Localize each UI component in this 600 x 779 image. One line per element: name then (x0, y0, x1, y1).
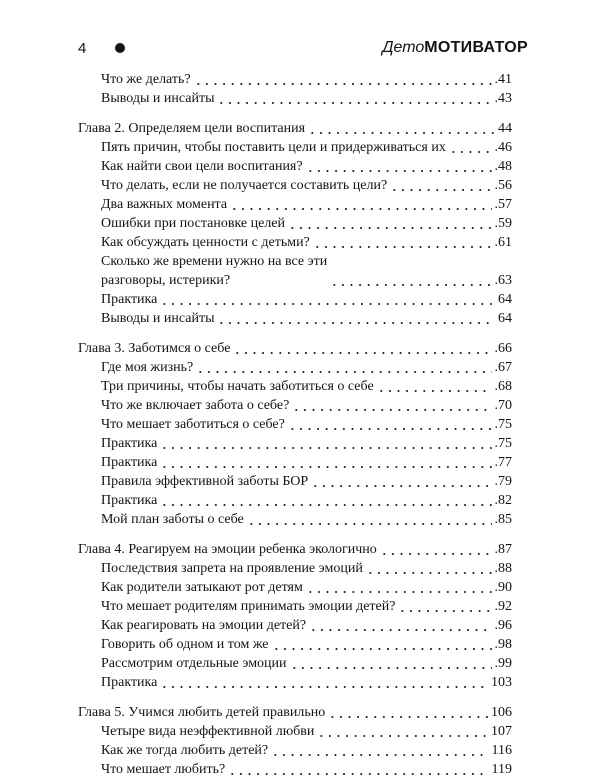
dot-leader (380, 553, 492, 555)
toc-entry (78, 214, 512, 233)
toc-entry-page: .90 (494, 580, 512, 595)
dot-leader (306, 170, 492, 172)
toc-entry-title: Говорить об одном и том же (101, 637, 269, 652)
toc-entry (78, 673, 512, 692)
dot-leader (160, 466, 491, 468)
toc-entry (78, 597, 512, 616)
toc-entry-title: Практика (101, 436, 158, 451)
toc-entry-title: Ошибки при постановке целей (101, 216, 286, 231)
toc-entry-title: Мой план заботы о себе (101, 512, 244, 527)
toc-entry-page: .98 (494, 637, 512, 652)
toc-entry-title: Что же делать? (101, 72, 191, 87)
toc-entry-page: .48 (494, 159, 512, 174)
toc-entry-title: Как же тогда любить детей? (101, 743, 269, 758)
toc-entry-page: .59 (494, 216, 512, 231)
book-title-prefix: Дето (382, 39, 425, 56)
toc-entry-page: .57 (494, 197, 512, 212)
toc-entry-page: 64 (498, 292, 512, 307)
toc-entry-title: Что же включает забота о себе? (101, 398, 290, 413)
toc-entry (78, 138, 512, 157)
toc-entry-page: .63 (494, 273, 512, 288)
toc-entry-page: 107 (491, 724, 512, 739)
dot-leader (330, 284, 491, 286)
toc-entry (78, 415, 512, 434)
dot-leader (288, 428, 492, 430)
dot-leader (290, 667, 492, 669)
toc-group-chapter-2 (78, 119, 512, 328)
toc-entry (78, 434, 512, 453)
toc-entry-page: .99 (494, 656, 512, 671)
toc-entry-page: .61 (494, 235, 512, 250)
dot-leader (309, 629, 491, 631)
toc-group-chapter-3 (78, 339, 512, 529)
toc-entry-title: Выводы и инсайты (101, 91, 215, 106)
toc-entry (78, 309, 512, 328)
toc-entry-page: 119 (491, 762, 512, 777)
dot-leader (247, 523, 492, 525)
toc-entry (78, 559, 512, 578)
toc-entry-page: .46 (494, 140, 512, 155)
toc-entry-page: .96 (494, 618, 512, 633)
toc-entry-title: Глава 3. Заботимся о себе (78, 341, 231, 356)
toc-entry-title: Глава 5. Учимся любить детей правильно (78, 705, 326, 720)
dot-leader (160, 686, 488, 688)
toc-entry (78, 472, 512, 491)
dot-leader (228, 773, 488, 775)
toc-entry-title: Последствия запрета на проявление эмоций (101, 561, 363, 576)
toc-chapter-heading (78, 339, 512, 358)
toc-entry-page: 64 (498, 311, 512, 326)
toc-entry-page: .43 (494, 91, 512, 106)
dot-leader (328, 716, 488, 718)
toc-entry-page: 106 (491, 705, 512, 720)
toc-entry (78, 89, 512, 108)
dot-leader (308, 132, 495, 134)
page-number: 4 (78, 40, 87, 57)
toc-entry (78, 741, 512, 760)
dot-leader (272, 648, 492, 650)
page-header (0, 0, 600, 70)
toc-entry (78, 722, 512, 741)
dot-leader (390, 189, 491, 191)
toc-entry-title: Два важных момента (101, 197, 228, 212)
toc-entry-title: Как обсуждать ценности с детьми? (101, 235, 310, 250)
toc-entry-multiline (78, 252, 512, 290)
toc-entry-title: Практика (101, 292, 158, 307)
toc-entry-page: .75 (494, 436, 512, 451)
toc-entry (78, 491, 512, 510)
toc-entry-title: Четыре вида неэффективной любви (101, 724, 315, 739)
toc-entry-page: .70 (494, 398, 512, 413)
toc-entry-page: .68 (494, 379, 512, 394)
toc-entry (78, 377, 512, 396)
toc-entry-page: .87 (494, 542, 512, 557)
dot-leader (160, 447, 491, 449)
toc-chapter-heading (78, 703, 512, 722)
toc-entry-page: .66 (494, 341, 512, 356)
toc-chapter-heading (78, 540, 512, 559)
toc-entry-page: .88 (494, 561, 512, 576)
dot-leader (317, 735, 488, 737)
toc-entry-title: Глава 4. Реагируем на эмоции ребенка экологично (78, 542, 377, 557)
toc-entry-title: Что делать, если не получается составить цели? (101, 178, 388, 193)
toc-entry (78, 616, 512, 635)
toc-entry-page: 44 (498, 121, 512, 136)
toc-entry-title: Выводы и инсайты (101, 311, 215, 326)
toc-entry-page: .77 (494, 455, 512, 470)
dot-leader (288, 227, 491, 229)
toc-entry-page: .82 (494, 493, 512, 508)
toc-entry-title: Что мешает родителям принимать эмоции детей? (101, 599, 396, 614)
toc-entry (78, 176, 512, 195)
toc-entry (78, 157, 512, 176)
toc-entry-page: .79 (494, 474, 512, 489)
toc-entry-title-line-2: разговоры, истерики? (101, 273, 231, 288)
toc-entry-page: 103 (491, 675, 512, 690)
toc-entry-title: Практика (101, 675, 158, 690)
toc-group-chapter-4 (78, 540, 512, 692)
dot-leader (160, 504, 491, 506)
dot-leader (196, 371, 491, 373)
dot-leader (194, 83, 492, 85)
toc-entry (78, 358, 512, 377)
toc-entry-title: Как родители затыкают рот детям (101, 580, 303, 595)
table-of-contents (78, 70, 512, 779)
toc-entry (78, 654, 512, 673)
toc-entry-page: 116 (491, 743, 512, 758)
toc-entry-title: Глава 2. Определяем цели воспитания (78, 121, 306, 136)
bullet-dot-icon (115, 43, 125, 53)
toc-entry-page: .41 (494, 72, 512, 87)
toc-entry-title (101, 252, 327, 290)
dot-leader (292, 409, 491, 411)
dot-leader (160, 303, 495, 305)
toc-entry-title: Рассмотрим отдельные эмоции (101, 656, 287, 671)
toc-group-chapter-1-tail (78, 70, 512, 108)
dot-leader (306, 591, 492, 593)
toc-entry (78, 70, 512, 89)
dot-leader (271, 754, 488, 756)
toc-entry-page: .92 (494, 599, 512, 614)
book-title-main: МОТИВАТОР (424, 39, 528, 56)
toc-entry-title: Где моя жизнь? (101, 360, 194, 375)
toc-entry-title: Практика (101, 455, 158, 470)
toc-entry (78, 195, 512, 214)
dot-leader (313, 246, 492, 248)
toc-entry-title: Как реагировать на эмоции детей? (101, 618, 307, 633)
dot-leader (377, 390, 492, 392)
toc-entry-title: Практика (101, 493, 158, 508)
toc-entry-title: Правила эффективной заботы БОР (101, 474, 309, 489)
toc-entry (78, 453, 512, 472)
toc-entry (78, 635, 512, 654)
dot-leader (449, 151, 492, 153)
dot-leader (311, 485, 491, 487)
dot-leader (217, 322, 495, 324)
toc-entry-title-line-1: Сколько же времени нужно на все эти (101, 254, 328, 269)
toc-entry (78, 396, 512, 415)
toc-entry (78, 290, 512, 309)
toc-entry-title: Пять причин, чтобы поставить цели и придерживаться их (101, 140, 446, 155)
toc-chapter-heading (78, 119, 512, 138)
toc-entry-title: Что мешает заботиться о себе? (101, 417, 285, 432)
toc-entry-title: Как найти свои цели воспитания? (101, 159, 303, 174)
dot-leader (366, 572, 492, 574)
toc-entry-title: Три причины, чтобы начать заботиться о себе (101, 379, 374, 394)
toc-entry-title: Что мешает любить? (101, 762, 226, 777)
dot-leader (217, 102, 491, 104)
toc-entry (78, 510, 512, 529)
toc-entry-page: .56 (494, 178, 512, 193)
toc-group-chapter-5 (78, 703, 512, 779)
toc-entry-page: .67 (494, 360, 512, 375)
book-title (382, 38, 528, 58)
dot-leader (398, 610, 491, 612)
toc-entry-page: .85 (494, 512, 512, 527)
toc-entry (78, 578, 512, 597)
toc-entry-page: .75 (494, 417, 512, 432)
dot-leader (233, 352, 491, 354)
dot-leader (230, 208, 491, 210)
toc-entry (78, 233, 512, 252)
toc-entry (78, 760, 512, 779)
